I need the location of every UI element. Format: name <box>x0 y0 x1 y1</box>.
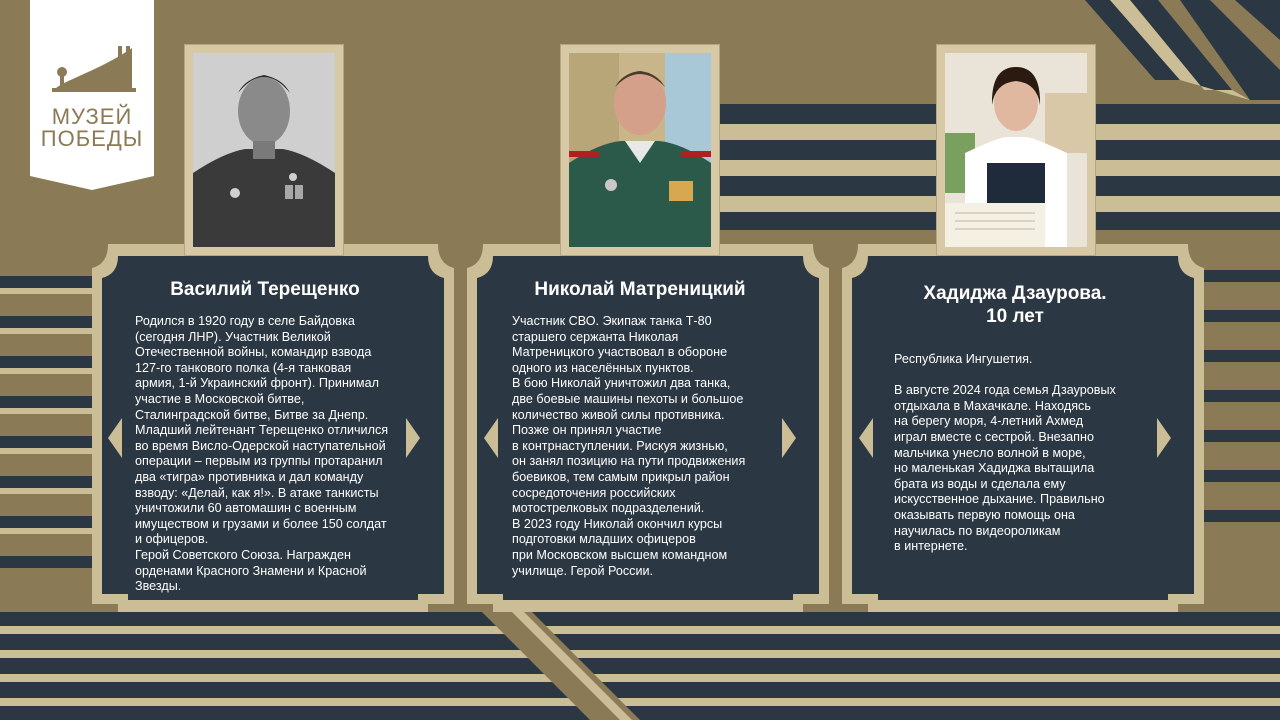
museum-logo-icon <box>30 0 154 190</box>
portrait-frame-3 <box>936 44 1096 256</box>
chevron-right-icon <box>782 418 796 458</box>
chevron-left-icon <box>108 418 122 458</box>
chevron-right-icon <box>1157 418 1171 458</box>
prev-button-1[interactable] <box>106 418 124 458</box>
hero-name-1: Василий Терещенко <box>170 279 360 300</box>
hero-bio-2: Участник СВО. Экипаж танка Т-80 старшего сержанта Николая Матреницкого участвовал в обороне одного из населённых пунктов. В бою Николай уничтожил два танка, две боевые машины пехоты и большое количество живой силы противника. Позже он принял участие в контрнаступлении. Рискуя жизнью, он занял позицию на пути продвижения боевиков, тем самым прикрыл район сосредоточения российских мотострелковых подразделений. В 2023 году Николай окончил курсы подготовки младших офицеров при Московском высшем командном училище. Герой России. <box>512 314 746 578</box>
portrait-photo-1 <box>193 53 335 247</box>
chevron-left-icon <box>484 418 498 458</box>
portrait-frame-2 <box>560 44 720 256</box>
prev-button-2[interactable] <box>482 418 500 458</box>
logo-line-1: МУЗЕЙ <box>51 104 133 129</box>
museum-logo-text <box>30 106 154 150</box>
next-button-2[interactable] <box>780 418 798 458</box>
next-button-1[interactable] <box>404 418 422 458</box>
chevron-right-icon <box>406 418 420 458</box>
hero-name-2: Николай Матреницкий <box>534 279 746 300</box>
hero-bio-1: Родился в 1920 году в селе Байдовка (сегодня ЛНР). Участник Великой Отечественной войны, командир взвода 127-го танкового полка (4-я танковая армия, 1-й Украинский фронт). Принимал участие в Московской битве, Сталинградской битве, Битве за Днепр. Младший лейтенант Терещенко отличился во время Висло-Одерской наступательной операции – первым из группы протаранил два «тигра» противника и дал команду взводу: «Делай, как я!». В атаке танкисты уничтожили 60 автомашин с военным имуществом и грузами и более 150 солдат и офицеров. Герой Советского Союза. Награжден орденами Красного Знамени и Красной Звезды. <box>135 314 389 594</box>
logo-line-2: ПОБЕДЫ <box>40 126 144 151</box>
hero-bio-3: Республика Ингушетия. В августе 2024 года семья Дзауровых отдыхала в Махачкале. Находясь на берегу моря, 4-летний Ахмед играл вместе с сестрой. Внезапно мальчика унесло волной в море, но маленькая Хадиджа вытащила брата из воды и сделала ему искусственное дыхание. Правильно оказывать первую помощь она научилась по видеороликам в интернете. <box>894 352 1116 554</box>
portrait-frame-1 <box>184 44 344 256</box>
prev-button-3[interactable] <box>857 418 875 458</box>
chevron-left-icon <box>859 418 873 458</box>
hero-name-3: Хадиджа Дзаурова. 10 лет <box>923 283 1107 327</box>
portrait-photo-3 <box>945 53 1087 247</box>
next-button-3[interactable] <box>1155 418 1173 458</box>
portrait-photo-2 <box>569 53 711 247</box>
